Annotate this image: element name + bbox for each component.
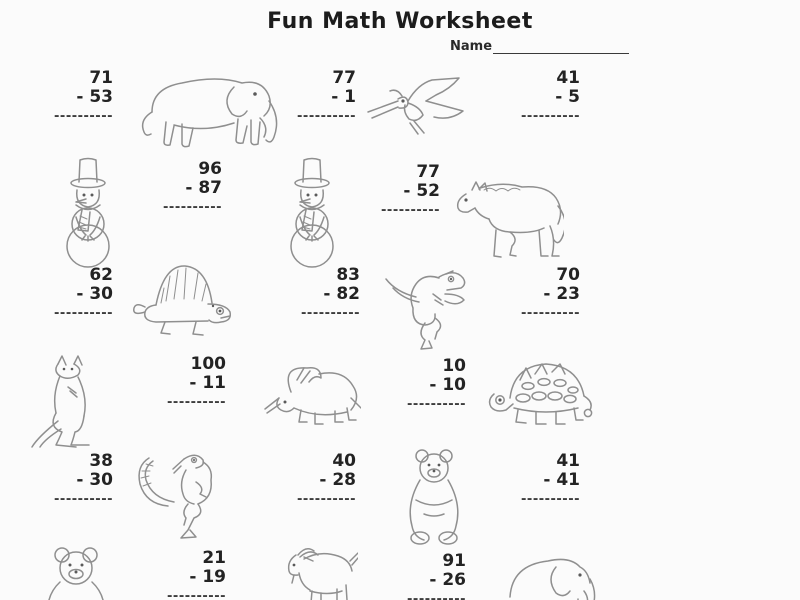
answer-line: ----------: [521, 109, 580, 124]
answer-line: ----------: [407, 397, 466, 412]
minuend: 21: [202, 548, 226, 568]
subtrahend: - 82: [323, 284, 360, 304]
subtrahend: - 26: [429, 570, 466, 590]
triceratops-illustration: [263, 358, 361, 426]
subtrahend: - 11: [189, 373, 226, 393]
elephant-illustration: [122, 66, 292, 150]
sitting-bear-illustration: [402, 448, 466, 546]
minuend: 41: [556, 451, 580, 471]
problem-3: [508, 69, 580, 123]
subtrahend: - 41: [543, 470, 580, 490]
minuend: 71: [89, 68, 113, 88]
answer-line: ----------: [54, 306, 113, 321]
answer-line: ----------: [297, 109, 356, 124]
problem-1: [41, 69, 113, 123]
subtrahend: - 19: [189, 567, 226, 587]
pterodactyl-illustration: [366, 76, 468, 138]
name-blank-line: [493, 40, 629, 54]
snowman-illustration: [52, 153, 124, 268]
snowman-illustration: [276, 153, 348, 268]
minuend: 70: [556, 265, 580, 285]
subtrahend: - 10: [429, 375, 466, 395]
kangaroo-illustration: [30, 355, 118, 450]
tyrannosaurus-rex-illustration: [377, 260, 469, 352]
problem-11: [41, 452, 113, 506]
answer-line: ----------: [167, 395, 226, 410]
problem-5: [368, 163, 440, 217]
problem-12: [284, 452, 356, 506]
answer-line: ----------: [167, 589, 226, 600]
problem-9: [154, 355, 226, 409]
problem-14: [154, 549, 226, 600]
elephant-illustration: [504, 551, 596, 600]
name-field: [450, 39, 629, 54]
subtrahend: - 23: [543, 284, 580, 304]
subtrahend: - 30: [76, 284, 113, 304]
answer-line: ----------: [521, 492, 580, 507]
answer-line: ----------: [301, 306, 360, 321]
horse-illustration: [452, 176, 564, 264]
minuend: 62: [89, 265, 113, 285]
minuend: 77: [416, 162, 440, 182]
raptor-illustration: [128, 446, 236, 541]
answer-line: ----------: [54, 492, 113, 507]
subtrahend: - 28: [319, 470, 356, 490]
minuend: 40: [332, 451, 356, 471]
answer-line: ----------: [521, 306, 580, 321]
minuend: 100: [190, 354, 226, 374]
subtrahend: - 30: [76, 470, 113, 490]
minuend: 83: [336, 265, 360, 285]
subtrahend: - 5: [555, 87, 580, 107]
problem-7: [288, 266, 360, 320]
problem-2: [284, 69, 356, 123]
subtrahend: - 52: [403, 181, 440, 201]
answer-line: ----------: [407, 592, 466, 600]
problem-10: [394, 357, 466, 411]
ankylosaurus-illustration: [486, 352, 594, 430]
minuend: 41: [556, 68, 580, 88]
worksheet-title: Fun Math Worksheet: [267, 9, 533, 34]
bear-illustration: [38, 545, 113, 600]
minuend: 10: [442, 356, 466, 376]
minuend: 96: [198, 159, 222, 179]
subtrahend: - 53: [76, 87, 113, 107]
subtrahend: - 1: [331, 87, 356, 107]
subtrahend: - 87: [185, 178, 222, 198]
minuend: 77: [332, 68, 356, 88]
answer-line: ----------: [54, 109, 113, 124]
dimetrodon-illustration: [126, 260, 234, 338]
problem-15: [394, 552, 466, 600]
problem-8: [508, 266, 580, 320]
problem-6: [41, 266, 113, 320]
answer-line: ----------: [163, 200, 222, 215]
answer-line: ----------: [297, 492, 356, 507]
minuend: 91: [442, 551, 466, 571]
answer-line: ----------: [381, 203, 440, 218]
problem-4: [150, 160, 222, 214]
minuend: 38: [89, 451, 113, 471]
problem-13: [508, 452, 580, 506]
goat-illustration: [280, 545, 358, 600]
name-label: Name: [450, 39, 493, 54]
